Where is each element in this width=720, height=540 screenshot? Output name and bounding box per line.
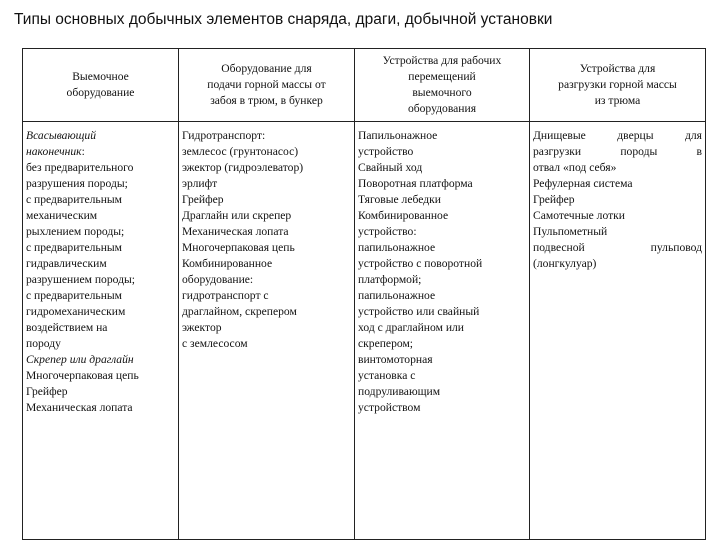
list-item: Поворотная платформа bbox=[358, 177, 473, 190]
list-item: винтомоторная bbox=[358, 353, 433, 366]
list-item: устройство: bbox=[358, 225, 417, 238]
list-item: Рефулерная система bbox=[533, 177, 633, 190]
list-item: драглайном, скрепером bbox=[182, 305, 297, 318]
header-line: Выемочное bbox=[72, 70, 129, 83]
list-item: Драглайн или скрепер bbox=[182, 209, 292, 222]
list-item: устройство или свайный bbox=[358, 305, 480, 318]
list-item: устройством bbox=[358, 401, 421, 414]
header-movement-devices bbox=[355, 49, 530, 122]
list-item: Грейфер bbox=[182, 193, 224, 206]
list-item: устройство bbox=[358, 145, 414, 158]
list-item: землесос (грунтонасос) bbox=[182, 145, 299, 158]
list-item: установка с bbox=[358, 369, 416, 382]
list-item: платформой; bbox=[358, 273, 422, 286]
cell-excavation-equipment bbox=[23, 122, 179, 540]
list-item: с предварительным bbox=[26, 289, 123, 302]
list-item bbox=[26, 352, 175, 368]
italic-term: Скрепер или драглайн bbox=[26, 353, 134, 366]
list-item: Свайный ход bbox=[358, 161, 423, 174]
list-item: Механическая лопата bbox=[182, 225, 289, 238]
header-excavation-equipment bbox=[23, 49, 179, 122]
list-item: скрепером; bbox=[358, 337, 414, 350]
list-item: (лонгкулуар) bbox=[533, 257, 597, 270]
list-item: эжектор bbox=[182, 321, 222, 334]
list-item: Комбинированное bbox=[182, 257, 273, 270]
header-line: разгрузки горной массы bbox=[558, 78, 677, 91]
list-item: разгрузки породы в bbox=[533, 145, 702, 158]
header-line: перемещений bbox=[408, 70, 476, 83]
list-item: Самотечные лотки bbox=[533, 209, 625, 222]
list-item: разрушения породы; bbox=[26, 177, 128, 190]
table-row bbox=[23, 122, 706, 540]
list-item: папильонажное bbox=[358, 241, 436, 254]
list-item: Пульпометный bbox=[533, 225, 608, 238]
list-item: устройство с поворотной bbox=[358, 257, 483, 270]
list-item: гидравлическим bbox=[26, 257, 107, 270]
cell-movement-devices bbox=[355, 122, 530, 540]
list-item: эрлифт bbox=[182, 177, 218, 190]
list-item: Механическая лопата bbox=[26, 401, 133, 414]
list-item: с предварительным bbox=[26, 241, 123, 254]
list-item: наконечник: bbox=[26, 145, 85, 158]
list-item: папильонажное bbox=[358, 289, 436, 302]
header-line: выемочного bbox=[412, 86, 472, 99]
list-item: механическим bbox=[26, 209, 98, 222]
list-item: Многочерпаковая цепь bbox=[26, 369, 139, 382]
list-item: разрушением породы; bbox=[26, 273, 135, 286]
list-item: Многочерпаковая цепь bbox=[182, 241, 295, 254]
list-item: Грейфер bbox=[26, 385, 68, 398]
header-line: Оборудование для bbox=[221, 62, 312, 75]
list-item: Днищевые дверцы для bbox=[533, 129, 702, 142]
list-item: Комбинированное bbox=[358, 209, 449, 222]
elements-table bbox=[22, 48, 706, 540]
italic-term: наконечник bbox=[26, 145, 82, 158]
list-item: с предварительным bbox=[26, 193, 123, 206]
header-line: из трюма bbox=[594, 94, 641, 107]
list-item: с землесосом bbox=[182, 337, 248, 350]
list-item: Грейфер bbox=[533, 193, 575, 206]
header-line: оборудование bbox=[66, 86, 135, 99]
cell-feed-equipment bbox=[179, 122, 355, 540]
page-title: Типы основных добычных элементов снаряда, драги, добычной установки bbox=[14, 11, 553, 28]
list-item: подвесной пульповод bbox=[533, 241, 702, 254]
list-item: породу bbox=[26, 337, 61, 350]
list-item: без предварительного bbox=[26, 161, 134, 174]
list-item: ход с драглайном или bbox=[358, 321, 465, 334]
header-line: забоя в трюм, в бункер bbox=[210, 94, 323, 107]
header-line: Устройства для рабочих bbox=[382, 54, 502, 67]
list-item: Гидротранспорт: bbox=[182, 129, 266, 142]
list-item bbox=[26, 128, 175, 144]
italic-term: Всасывающий bbox=[26, 129, 96, 142]
list-item: Тяговые лебедки bbox=[358, 193, 441, 206]
list-item: эжектор (гидроэлеватор) bbox=[182, 161, 304, 174]
list-item: воздействием на bbox=[26, 321, 108, 334]
list-item: оборудование: bbox=[182, 273, 254, 286]
table-header-row bbox=[23, 49, 706, 122]
header-line: оборудования bbox=[407, 102, 477, 115]
header-line: подачи горной массы от bbox=[207, 78, 326, 91]
list-item: гидротранспорт с bbox=[182, 289, 269, 302]
list-item: подруливающим bbox=[358, 385, 441, 398]
header-feed-equipment bbox=[179, 49, 355, 122]
list-item: отвал «под себя» bbox=[533, 161, 617, 174]
header-line: Устройства для bbox=[579, 62, 656, 75]
header-unloading-devices bbox=[530, 49, 706, 122]
list-item: рыхлением породы; bbox=[26, 225, 125, 238]
list-item: Папильонажное bbox=[358, 129, 438, 142]
list-item: гидромеханическим bbox=[26, 305, 126, 318]
cell-unloading-devices bbox=[530, 122, 706, 540]
